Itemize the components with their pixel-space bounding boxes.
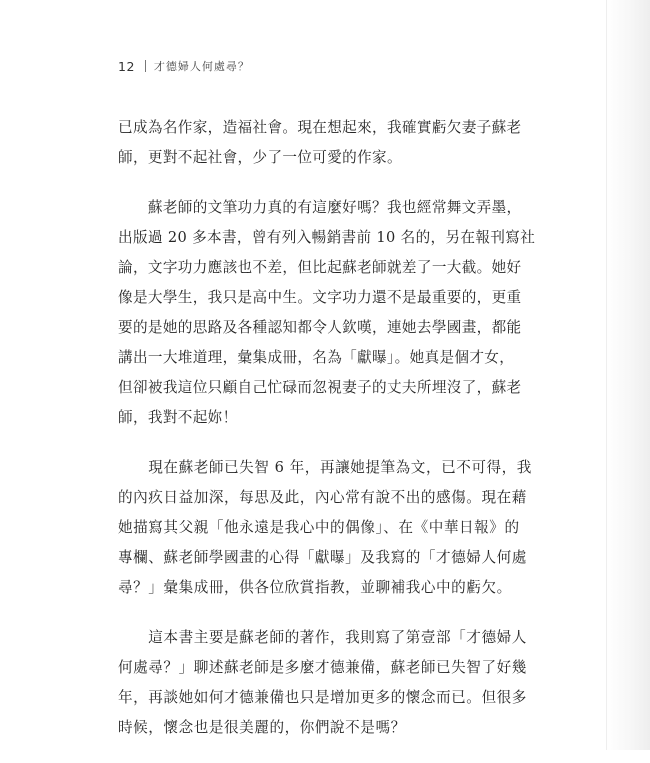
book-title: 才德婦人何處尋？ [153, 60, 250, 73]
text-line: 時候，懷念也是很美麗的，你們說不是嗎？ [118, 719, 406, 736]
text-line: 專欄、蘇老師學國畫的心得「獻曝」及我寫的「才德婦人何處 [118, 549, 527, 566]
text-line: 的內疚日益加深，每思及此，內心常有說不出的感傷。現在藉 [118, 489, 527, 506]
text-line: 師，更對不起社會，少了一位可愛的作家。 [118, 149, 402, 166]
header-divider [145, 60, 146, 72]
paragraph [118, 193, 536, 433]
paragraph [118, 453, 532, 603]
text-line: 論，文字功力應該也不差，但比起蘇老師就差了一大截。她好 [118, 259, 522, 276]
page-edge-line [606, 0, 607, 750]
paragraph [118, 113, 528, 173]
text-line: 這本書主要是蘇老師的著作，我則寫了第壹部「才德婦人 [118, 629, 527, 646]
text-line: 年，再談她如何才德兼備也只是增加更多的懷念而已。但很多 [118, 689, 527, 706]
running-head [118, 58, 250, 74]
paragraph [118, 623, 528, 743]
page-number: 12 [118, 58, 135, 74]
text-line: 她描寫其父親「他永遠是我心中的偶像」、在《中華日報》的 [118, 519, 520, 536]
text-line: 出版過 20 多本書，曾有列入暢銷書前 10 名的，另在報刊寫社 [118, 229, 536, 246]
text-line: 要的是她的思路及各種認知都令人欽嘆，連她去學國畫，都能 [118, 319, 522, 336]
text-line: 師，我對不起妳！ [118, 409, 238, 426]
text-line: 講出一大堆道理，彙集成冊，名為「獻曝」。她真是個才女， [118, 349, 515, 366]
text-line: 但卻被我這位只顧自己忙碌而忽視妻子的丈夫所埋沒了，蘇老 [118, 379, 522, 396]
page-edge-shadow [606, 0, 650, 750]
text-line: 現在蘇老師已失智 6 年，再讓她提筆為文，已不可得，我 [118, 459, 532, 476]
text-line: 已成為名作家，造福社會。現在想起來，我確實虧欠妻子蘇老 [118, 119, 522, 136]
text-line: 蘇老師的文筆功力真的有這麼好嗎？我也經常舞文弄墨， [118, 199, 522, 216]
text-line: 像是大學生，我只是高中生。文字功力還不是最重要的，更重 [118, 289, 522, 306]
text-line: 尋？」彙集成冊，供各位欣賞指教，並聊補我心中的虧欠。 [118, 579, 512, 596]
body-text [118, 113, 536, 763]
text-line: 何處尋？」聊述蘇老師是多麼才德兼備，蘇老師已失智了好幾 [118, 659, 527, 676]
